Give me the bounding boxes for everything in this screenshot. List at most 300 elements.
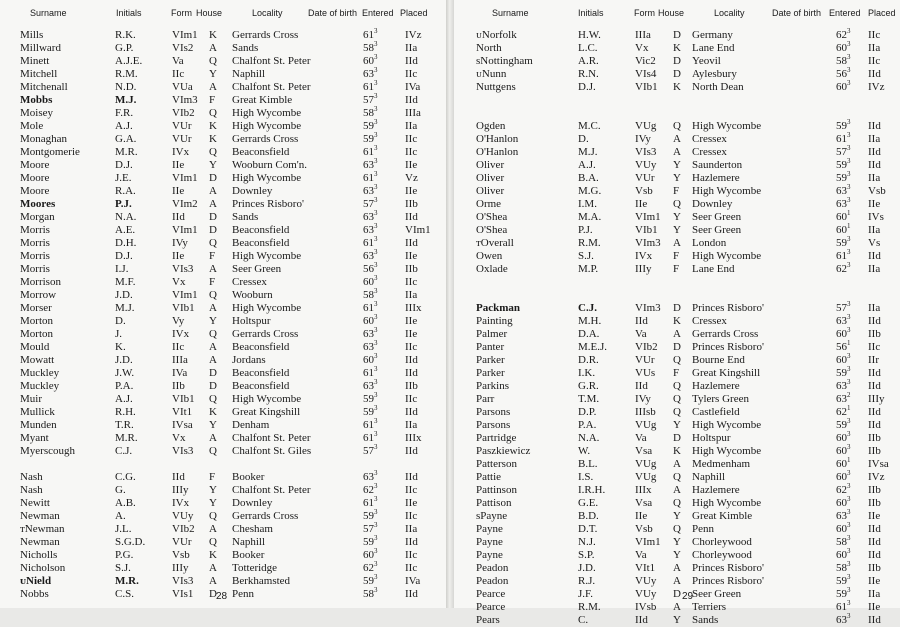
cell-placed: IIa [868,224,881,236]
cell-initials: M.F. [115,276,136,288]
entered-year: 59 [363,406,374,418]
cell-entered [836,457,866,471]
cell-surname: Nobbs [20,588,49,600]
cell-surname: Minett [20,55,50,67]
cell-house: A [673,562,681,574]
cell-initials: I.M. [578,198,597,210]
cell-form: VIm1 [635,211,661,223]
cell-entered [363,132,403,146]
cell-initials: N.A. [115,211,137,223]
cell-locality: Chalfont St. Giles [232,445,312,457]
cell-form: IId [635,315,648,327]
cell-form: Vsb [635,523,653,535]
cell-placed: IIb [868,432,881,444]
cell-house: D [209,172,217,184]
cell-house: A [209,42,217,54]
cell-entered [836,587,866,601]
entered-year: 60 [836,458,847,470]
cell-locality: Princes Risboro' [692,562,764,574]
cell-entered [363,236,403,250]
cell-placed: VIm1 [405,224,431,236]
cell-locality: Beaconsfield [232,224,290,236]
entered-term: 3 [374,469,378,477]
cell-form: IId [635,614,648,626]
cell-entered [363,366,403,380]
entered-year: 61 [363,302,374,314]
cell-house: D [673,68,681,80]
cell-locality: Cressex [692,146,727,158]
cell-surname: Mould [20,341,50,353]
cell-placed: IIa [868,263,881,275]
cell-form: IVy [172,237,188,249]
cell-locality: Seer Green [692,588,742,600]
table-row [0,561,446,575]
cell-entered [363,41,403,55]
cell-surname: Morrison [20,276,61,288]
cell-locality: High Wycombe [692,419,762,431]
cell-form: VIm1 [635,536,661,548]
cell-locality: Beaconsfield [232,146,290,158]
cell-placed: IIa [405,289,418,301]
entered-year: 63 [836,198,847,210]
cell-house: Y [209,497,217,509]
cell-surname: sNottingham [476,55,533,67]
table-row [454,158,900,172]
entered-term: 3 [847,612,851,620]
entered-term: 3 [847,261,851,269]
cell-form: Va [635,549,647,561]
cell-surname: Mowatt [20,354,55,366]
header-surname: Surname [30,8,67,18]
cell-entered [363,483,403,497]
cell-surname: Parker [476,354,505,366]
entered-year: 62 [836,29,847,41]
entered-year: 59 [836,159,847,171]
cell-placed: IIIa [405,107,421,119]
entered-year: 61 [363,497,374,509]
cell-locality: Great Kingshill [232,406,301,418]
cell-form: IVy [635,393,651,405]
entered-term: 2 [847,391,851,399]
entered-year: 60 [836,354,847,366]
entered-year: 58 [836,562,847,574]
cell-placed: IId [868,250,881,262]
cell-initials: N.J. [578,536,596,548]
cell-entered [363,171,403,185]
cell-initials: M.J. [578,146,598,158]
entered-term: 3 [847,521,851,529]
cell-locality: Wooburn [232,289,273,301]
page-number: 29 [682,591,694,602]
cell-surname: Mitchenall [20,81,68,93]
cell-initials: M.E.J. [578,341,608,353]
cell-form: IVx [635,250,653,262]
cell-form: VUy [635,159,657,171]
table-row [454,483,900,497]
cell-entered [363,275,403,289]
table-row [454,106,900,120]
cell-entered [836,522,866,536]
cell-surname: ᴛNewman [20,523,65,535]
cell-placed: IId [405,471,418,483]
cell-surname: Muir [20,393,42,405]
cell-surname: ᴜNield [20,575,52,587]
cell-locality: Chorleywood [692,549,752,561]
entered-term: 3 [374,508,378,516]
cell-house: K [209,133,217,145]
cell-house: Q [209,107,217,119]
entered-term: 3 [847,508,851,516]
entered-year: 62 [836,484,847,496]
table-row [454,457,900,471]
cell-surname: Palmer [476,328,508,340]
cell-placed: IIe [405,250,418,262]
cell-initials: T.M. [578,393,600,405]
cell-surname: Oliver [476,185,505,197]
cell-surname: Moisey [20,107,53,119]
table-row [0,366,446,380]
cell-locality: Holtspur [692,432,731,444]
cell-locality: Germany [692,29,733,41]
cell-surname: ᴜNorfolk [476,29,517,41]
cell-locality: Downley [232,497,273,509]
cell-entered [836,327,866,341]
cell-house: K [673,445,681,457]
cell-entered [836,54,866,68]
cell-house: K [673,81,681,93]
entered-term: 3 [374,170,378,178]
table-row [454,184,900,198]
cell-placed: IId [868,536,881,548]
entered-year: 63 [836,185,847,197]
cell-house: D [209,224,217,236]
cell-form: IIIy [172,484,189,496]
entered-year: 56 [363,263,374,275]
cell-form: VIb2 [172,523,195,535]
entered-year: 63 [363,68,374,80]
cell-surname: O'Shea [476,224,508,236]
cell-house: F [673,250,680,262]
cell-placed: IIc [405,68,418,80]
cell-placed: IIb [868,328,881,340]
table-row [454,210,900,224]
entered-term: 3 [847,79,851,87]
cell-placed: Vz [405,172,418,184]
cell-placed: IId [405,588,418,600]
cell-house: A [209,354,217,366]
cell-house: Y [673,510,681,522]
cell-locality: Castlefield [692,406,740,418]
cell-locality: Princes Risboro' [692,575,764,587]
cell-placed: IIe [405,185,418,197]
cell-surname: Muckley [20,380,60,392]
cell-locality: Cressex [692,133,727,145]
cell-house: Q [209,328,217,340]
entered-term: 3 [847,27,851,35]
cell-initials: H.W. [578,29,601,41]
cell-initials: S.G.D. [115,536,146,548]
entered-term: 3 [374,313,378,321]
cell-surname: Owen [476,250,503,262]
cell-placed: IId [868,380,881,392]
cell-form: VUr [172,536,192,548]
table-row [0,314,446,328]
cell-entered [836,379,866,393]
entered-term: 3 [374,92,378,100]
cell-placed: IId [868,614,881,626]
cell-placed: IIIx [405,302,422,314]
cell-house: Q [673,523,681,535]
page-right [454,0,900,626]
table-row [454,561,900,575]
entered-term: 3 [374,144,378,152]
cell-form: IIIy [635,263,652,275]
cell-placed: Vs [868,237,881,249]
cell-locality: Great Kingshill [692,367,761,379]
cell-locality: Tylers Green [692,393,749,405]
cell-initials: T.R. [115,419,134,431]
cell-initials: K. [115,341,126,353]
cell-house: Q [673,497,681,509]
table-row [0,340,446,354]
cell-entered [836,210,866,224]
cell-surname: Parsons [476,419,511,431]
cell-placed: IIIx [405,432,422,444]
cell-surname: O'Hanlon [476,146,519,158]
cell-house: D [209,367,217,379]
cell-locality: Beaconsfield [232,367,290,379]
cell-locality: Berkhamsted [232,575,291,587]
cell-surname: North [476,42,502,54]
entered-year: 63 [836,614,847,626]
cell-form: IId [172,211,185,223]
table-row [454,379,900,393]
cell-surname: Newitt [20,497,50,509]
entered-term: 3 [374,495,378,503]
entered-year: 57 [363,523,374,535]
cell-surname: Parkins [476,380,509,392]
cell-house: A [209,185,217,197]
cell-house: A [673,133,681,145]
cell-entered [836,249,866,263]
cell-house: Y [209,159,217,171]
cell-form: VIm2 [172,198,198,210]
cell-house: Y [673,211,681,223]
cell-locality: Sands [232,211,259,223]
cell-initials: A.R. [578,55,599,67]
table-row [454,613,900,627]
cell-placed: IIb [405,198,418,210]
cell-form: Vsb [172,549,190,561]
entered-year: 63 [363,380,374,392]
cell-form: VIm3 [635,237,661,249]
cell-initials: R.K. [115,29,136,41]
entered-year: 60 [836,523,847,535]
entered-term: 3 [847,378,851,386]
cell-initials: M.J. [115,302,135,314]
entered-term: 3 [374,560,378,568]
cell-surname: Nuttgens [476,81,516,93]
cell-form: VUg [635,471,657,483]
cell-initials: G.E. [578,497,599,509]
cell-form: IId [172,471,185,483]
cell-placed: IIa [868,302,881,314]
entered-year: 57 [836,302,847,314]
entered-year: 63 [363,185,374,197]
header-form: Form [171,8,192,18]
entered-term: 3 [374,235,378,243]
cell-surname: Mills [20,29,44,41]
cell-house: F [209,94,216,106]
entered-year: 59 [363,393,374,405]
cell-surname: Patterson [476,458,517,470]
cell-surname: Morrow [20,289,57,301]
entered-term: 3 [847,144,851,152]
table-row [454,600,900,614]
cell-house: F [209,250,216,262]
entered-year: 61 [363,81,374,93]
cell-form: IIc [172,341,185,353]
cell-house: D [673,29,681,41]
entered-year: 63 [363,471,374,483]
cell-initials: S.J. [115,562,131,574]
cell-initials: R.M. [578,237,601,249]
cell-entered [836,574,866,588]
cell-form: VIs1 [172,588,194,600]
cell-entered [363,431,403,445]
cell-entered [363,197,403,211]
cell-locality: Chalfont St. Peter [232,81,311,93]
cell-house: Q [209,445,217,457]
cell-house: D [209,380,217,392]
table-row [454,392,900,406]
entered-term: 3 [374,391,378,399]
cell-surname: Morton [20,315,53,327]
cell-entered [836,223,866,237]
cell-surname: Morser [20,302,52,314]
cell-locality: Aylesbury [692,68,737,80]
cell-surname: Morton [20,328,53,340]
cell-initials: D.J. [578,81,596,93]
cell-form: VIm1 [172,289,198,301]
cell-house: Q [209,237,217,249]
cell-entered [836,366,866,380]
cell-entered [836,353,866,367]
entered-term: 3 [374,40,378,48]
table-row [0,41,446,55]
cell-form: IIIa [635,29,651,41]
cell-house: D [673,341,681,353]
header-house: House [658,8,685,18]
cell-surname: Mole [20,120,44,132]
entered-year: 62 [836,406,847,418]
entered-term: 3 [374,209,378,217]
table-row [0,379,446,393]
cell-entered [836,119,866,133]
cell-surname: Nash [20,471,43,483]
entered-year: 61 [363,367,374,379]
cell-placed: IIa [405,523,418,535]
table-row [0,158,446,172]
cell-placed: IVa [405,81,421,93]
entered-year: 58 [363,588,374,600]
cell-house: Q [673,354,681,366]
cell-house: Y [673,224,681,236]
table-row [0,353,446,367]
cell-form: Vsa [635,445,653,457]
entered-term: 3 [374,183,378,191]
cell-surname: Panter [476,341,505,353]
cell-placed: IId [868,523,881,535]
cell-surname: Partridge [476,432,517,444]
cell-initials: S.J. [578,250,594,262]
cell-entered [836,184,866,198]
cell-placed: IIb [405,263,418,275]
entered-year: 56 [836,341,847,353]
cell-form: VUy [635,575,657,587]
cell-placed: IIc [405,341,418,353]
cell-entered [363,587,403,601]
entered-term: 3 [847,352,851,360]
cell-form: VIm1 [172,224,198,236]
cell-form: IIIx [635,484,652,496]
entered-year: 60 [836,211,847,223]
cell-initials: N.A. [578,432,600,444]
cell-surname: Mullick [20,406,55,418]
cell-form: IIIsb [635,406,656,418]
cell-house: K [209,29,217,41]
cell-entered [836,262,866,276]
cell-placed: IVz [868,81,885,93]
entered-year: 60 [836,81,847,93]
cell-surname: ᴛOverall [476,237,514,249]
table-row [454,548,900,562]
entered-year: 60 [363,549,374,561]
cell-surname: Pattison [476,497,512,509]
cell-surname: Nicholls [20,549,58,561]
table-row [0,444,446,458]
cell-locality: Booker [232,549,265,561]
table-row [454,353,900,367]
cell-initials: A.B. [115,497,136,509]
cell-surname: Parker [476,367,505,379]
table-row [454,366,900,380]
cell-surname: Payne [476,523,503,535]
table-row [454,119,900,133]
entered-term: 3 [847,443,851,451]
cell-form: IId [635,380,648,392]
cell-entered [363,444,403,458]
cell-surname: Pears [476,614,500,626]
cell-house: A [209,432,217,444]
cell-locality: Naphill [232,536,265,548]
entered-year: 61 [836,601,847,613]
cell-form: VIm1 [172,172,198,184]
cell-locality: Booker [232,471,265,483]
cell-entered [363,561,403,575]
cell-house: A [209,575,217,587]
entered-term: 3 [374,131,378,139]
cell-form: IIe [635,198,648,210]
entered-year: 62 [836,263,847,275]
cell-locality: Holtspur [232,315,271,327]
entered-year: 57 [363,445,374,457]
cell-house: Q [673,406,681,418]
entered-term: 3 [847,235,851,243]
cell-form: IVx [172,328,190,340]
cell-entered [363,548,403,562]
cell-locality: Beaconsfield [232,380,290,392]
